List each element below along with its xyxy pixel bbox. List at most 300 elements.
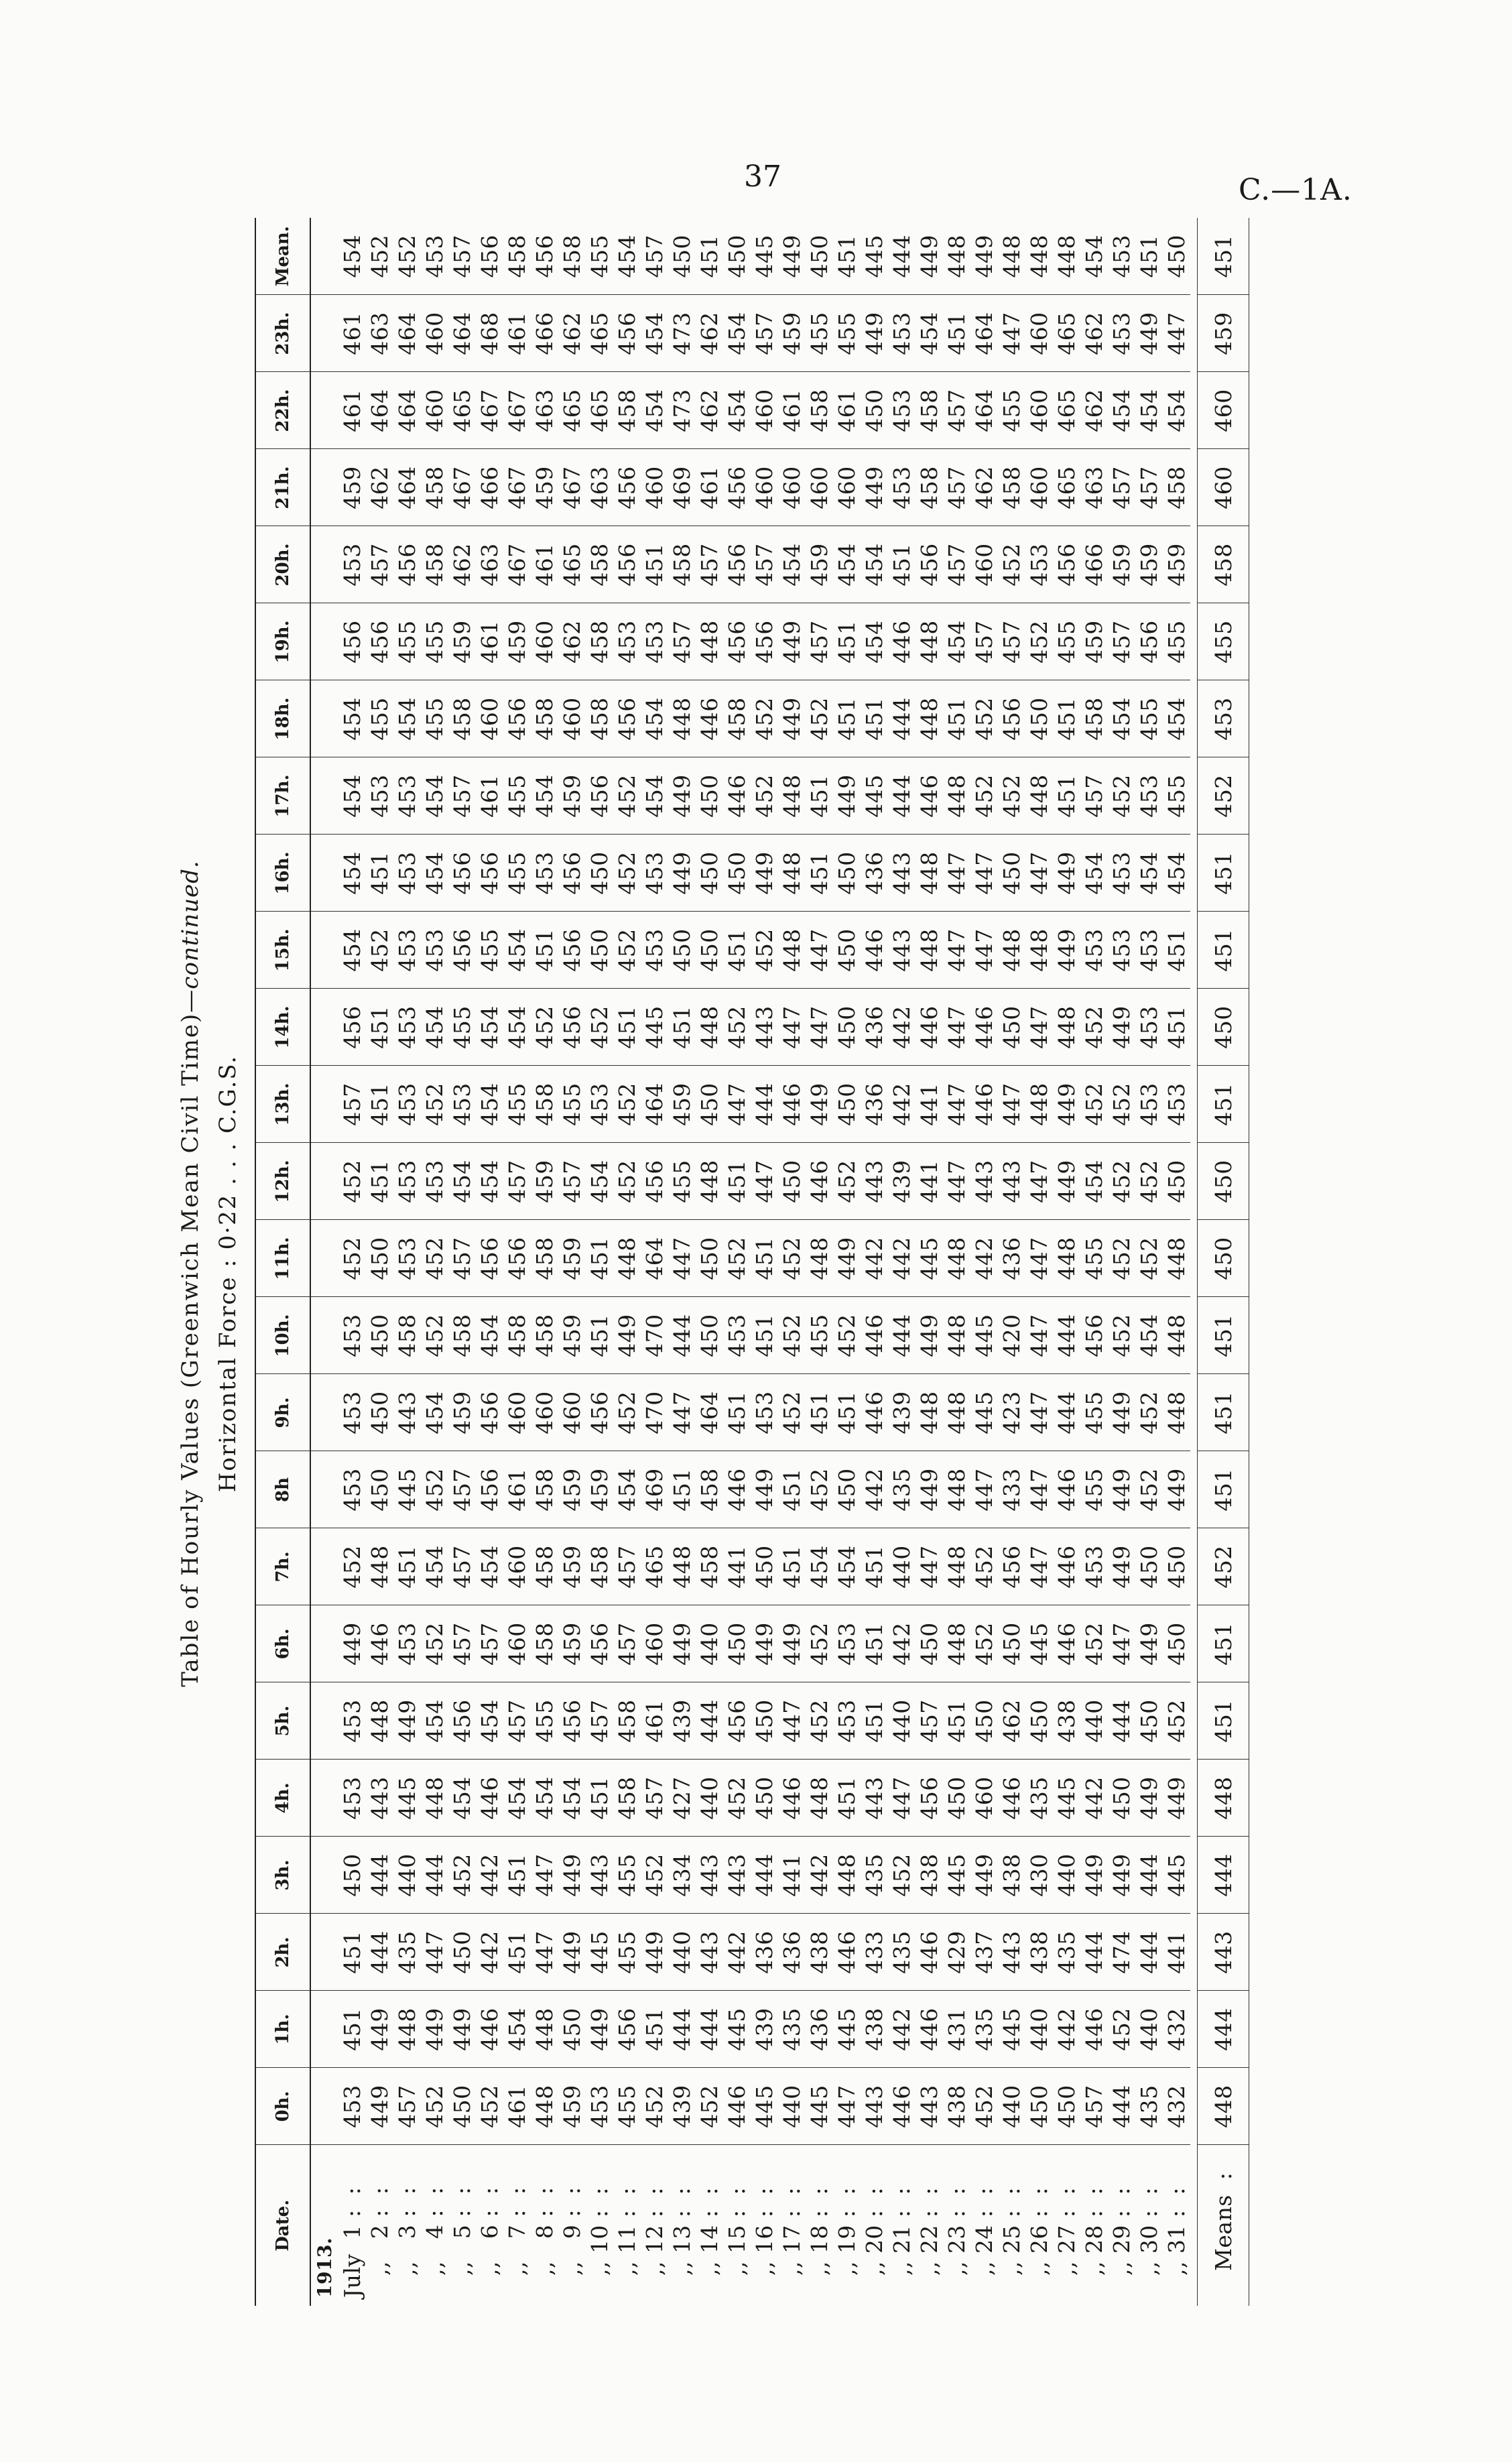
table-cell: 454 [477, 1314, 503, 1357]
table-cell: 454 [449, 1160, 475, 1203]
table-cell: 448 [1054, 1237, 1080, 1280]
table-cell: 453 [889, 389, 915, 432]
table-cell: 439 [889, 1391, 915, 1434]
table-cell: 438 [999, 1853, 1025, 1897]
table-cell: 454 [449, 1776, 475, 1820]
table-cell: 461 [477, 774, 503, 818]
table-cell: 450 [999, 851, 1025, 895]
date-label: ,, 3 : : [394, 2187, 420, 2298]
table-cell: 451 [641, 543, 668, 587]
table-cell: 450 [724, 1622, 750, 1666]
table-cell: 451 [696, 235, 722, 278]
table-cell: 462 [559, 620, 585, 664]
table-cell: 440 [1136, 2008, 1162, 2051]
table-cell: 452 [422, 1237, 448, 1280]
table-cell: 454 [916, 312, 942, 355]
table-cell: 454 [531, 1776, 558, 1820]
table-cell: 438 [1026, 1930, 1052, 1974]
table-cell: 444 [669, 1314, 695, 1357]
table-cell: 459 [559, 1237, 585, 1280]
table-cell: 452 [1136, 1468, 1162, 1512]
table-cell: 455 [806, 1314, 832, 1357]
table-cell: 448 [916, 620, 942, 664]
table-cell: 446 [971, 1005, 997, 1049]
table-cell: 442 [1054, 2008, 1080, 2051]
table-cell: 461 [779, 389, 805, 432]
table-cell: 460 [422, 312, 448, 355]
table-cell: 443 [696, 1853, 722, 1897]
table-cell: 461 [834, 389, 860, 432]
date-label: ,, 27 : : [1054, 2187, 1080, 2298]
table-cell: 456 [477, 1468, 503, 1512]
table-cell: 447 [944, 1083, 970, 1126]
table-cell: 459 [669, 1083, 695, 1126]
hour-column-values [310, 1760, 1190, 1837]
table-cell: 445 [861, 235, 887, 278]
table-cell: 447 [1026, 1314, 1052, 1357]
table-cell: 458 [586, 620, 613, 664]
table-cell: 447 [751, 1160, 777, 1203]
table-cell: 446 [806, 1160, 832, 1203]
table-cell: 446 [971, 1083, 997, 1126]
table-cell: 458 [696, 1545, 722, 1589]
table-cell: 436 [861, 851, 887, 895]
table-cell: 446 [889, 620, 915, 664]
table-cell: 451 [834, 1391, 860, 1434]
table-cell: 452 [614, 1083, 640, 1126]
table-cell: 452 [339, 1160, 365, 1203]
table-cell: 464 [696, 1391, 722, 1434]
table-cell: 450 [724, 851, 750, 895]
table-cell: 458 [531, 1468, 558, 1512]
table-cell: 446 [889, 2085, 915, 2128]
hour-column-header: Mean. [255, 218, 310, 295]
table-cell: 457 [1109, 466, 1135, 509]
mean-cell: 451 [1198, 1682, 1249, 1760]
table-cell: 453 [394, 1160, 420, 1203]
table-cell: 449 [916, 1468, 942, 1512]
table-cell: 448 [944, 1622, 970, 1666]
mean-cell: 450 [1198, 1220, 1249, 1297]
table-cell: 455 [504, 774, 530, 818]
table-cell: 444 [1136, 1853, 1162, 1897]
table-cell: 446 [724, 774, 750, 818]
table-cell: 454 [477, 1083, 503, 1126]
table-cell: 458 [531, 1314, 558, 1357]
table-cell: 457 [1136, 466, 1162, 509]
rotated-table-block [177, 208, 1316, 2339]
table-cell: 435 [861, 1853, 887, 1897]
table-cell: 457 [669, 620, 695, 664]
table-cell: 459 [449, 1391, 475, 1434]
table-cell: 454 [339, 697, 365, 741]
table-cell: 449 [1109, 1005, 1135, 1049]
table-cell: 445 [394, 1776, 420, 1820]
table-cell: 457 [916, 1699, 942, 1743]
hour-column-header: 17h. [255, 757, 310, 835]
table-cell: 455 [1081, 1468, 1107, 1512]
table-cell: 442 [806, 1853, 832, 1897]
hour-column-header: 12h. [255, 1143, 310, 1220]
table-cell: 456 [751, 620, 777, 664]
table-cell: 448 [944, 1314, 970, 1357]
table-cell: 455 [1054, 620, 1080, 664]
table-cell: 443 [367, 1776, 393, 1820]
table-cell: 444 [751, 1083, 777, 1126]
table-cell: 448 [531, 2008, 558, 2051]
table-cell: 448 [394, 2008, 420, 2051]
table-cell: 452 [422, 1622, 448, 1666]
table-cell: 449 [1109, 1853, 1135, 1897]
date-label: ,, 7 : : [504, 2187, 530, 2298]
table-cell: 452 [971, 697, 997, 741]
table-cell: 451 [339, 1930, 365, 1974]
table-cell: 449 [861, 312, 887, 355]
table-cell: 441 [779, 1853, 805, 1897]
table-cell: 448 [944, 774, 970, 818]
table-cell: 449 [834, 774, 860, 818]
date-label: ,, 19 : : [834, 2187, 860, 2298]
mean-cell: 455 [1198, 603, 1249, 680]
table-cell: 440 [1026, 2008, 1052, 2051]
table-cell: 460 [779, 466, 805, 509]
table-cell: 460 [504, 1391, 530, 1434]
table-cell: 449 [614, 1314, 640, 1357]
year-label: 1913. [314, 2237, 336, 2298]
table-cell: 453 [1026, 543, 1052, 587]
table-cell: 448 [614, 1237, 640, 1280]
table-cell: 453 [367, 774, 393, 818]
means-label: Means : [1198, 2145, 1249, 2306]
table-cell: 456 [586, 1391, 613, 1434]
table-cell: 446 [779, 1083, 805, 1126]
table-cell: 448 [944, 235, 970, 278]
table-cell: 458 [586, 543, 613, 587]
table-cell: 442 [889, 1622, 915, 1666]
table-cell: 456 [916, 543, 942, 587]
table-cell: 448 [944, 1545, 970, 1589]
table-cell: 454 [504, 1776, 530, 1820]
table-cell: 446 [1054, 1468, 1080, 1512]
table-cell: 457 [504, 1699, 530, 1743]
table-cell: 442 [861, 1468, 887, 1512]
table-cell: 448 [806, 1776, 832, 1820]
table-cell: 454 [422, 1699, 448, 1743]
mean-cell: 450 [1198, 989, 1249, 1066]
table-cell: 456 [724, 620, 750, 664]
table-cell: 444 [1081, 1930, 1107, 1974]
hour-column-header: 23h. [255, 295, 310, 372]
table-cell: 459 [559, 1314, 585, 1357]
table-cell: 450 [1054, 2085, 1080, 2128]
table-cell: 456 [614, 543, 640, 587]
table-cell: 443 [889, 928, 915, 972]
table-cell: 454 [1136, 389, 1162, 432]
table-cell: 449 [559, 1853, 585, 1897]
date-label: ,, 2 : : [367, 2187, 393, 2298]
table-cell: 455 [504, 1083, 530, 1126]
mean-cell: 444 [1198, 1837, 1249, 1914]
table-cell: 450 [696, 851, 722, 895]
hour-column-values [310, 912, 1190, 989]
table-cell: 465 [1054, 389, 1080, 432]
date-label: ,, 26 : : [1026, 2187, 1052, 2298]
table-cell: 454 [944, 620, 970, 664]
table-cell: 457 [559, 1160, 585, 1203]
table-cell: 444 [1054, 1314, 1080, 1357]
table-cell: 436 [999, 1237, 1025, 1280]
table-cell: 449 [806, 1083, 832, 1126]
table-cell: 449 [751, 1622, 777, 1666]
table-cell: 463 [367, 312, 393, 355]
table-cell: 452 [394, 235, 420, 278]
table-cell: 457 [504, 1160, 530, 1203]
table-cell: 457 [477, 1622, 503, 1666]
table-cell: 458 [531, 1237, 558, 1280]
table-cell: 458 [504, 235, 530, 278]
mean-cell: 451 [1198, 1605, 1249, 1682]
table-cell: 450 [751, 1699, 777, 1743]
date-label: ,, 21 : : [889, 2187, 915, 2298]
table-cell: 436 [751, 1930, 777, 1974]
table-cell: 436 [806, 2008, 832, 2051]
table-cell: 457 [944, 389, 970, 432]
table-cell: 453 [339, 2085, 365, 2128]
table-cell: 442 [861, 1237, 887, 1280]
table-cell: 456 [1081, 1314, 1107, 1357]
table-cell: 452 [422, 1083, 448, 1126]
table-cell: 441 [1163, 1930, 1190, 1974]
hour-column-header: 2h. [255, 1914, 310, 1991]
table-cell: 455 [559, 1083, 585, 1126]
table-cell: 431 [944, 2008, 970, 2051]
table-cell: 448 [669, 1545, 695, 1589]
mean-cell: 451 [1198, 1066, 1249, 1143]
date-label: ,, 20 : : [861, 2187, 887, 2298]
table-cell: 444 [1109, 1699, 1135, 1743]
hour-column-header: 5h. [255, 1682, 310, 1760]
table-cell: 460 [504, 1622, 530, 1666]
hour-column-header: 8h [255, 1451, 310, 1528]
table-cell: 462 [559, 312, 585, 355]
table-cell: 450 [1109, 1776, 1135, 1820]
table-cell: 448 [1026, 774, 1052, 818]
table-cell: 452 [1109, 2008, 1135, 2051]
table-cell: 457 [944, 543, 970, 587]
table-cell: 457 [449, 1237, 475, 1280]
table-cell: 448 [422, 1776, 448, 1820]
table-cell: 420 [999, 1314, 1025, 1357]
table-cell: 452 [339, 1237, 365, 1280]
table-cell: 449 [1081, 1853, 1107, 1897]
table-cell: 452 [367, 235, 393, 278]
table-cell: 446 [1054, 1622, 1080, 1666]
table-cell: 464 [971, 312, 997, 355]
table-cell: 435 [1026, 1776, 1052, 1820]
table-cell: 452 [806, 1622, 832, 1666]
table-cell: 469 [641, 1468, 668, 1512]
table-cell: 443 [916, 2085, 942, 2128]
table-cell: 460 [641, 466, 668, 509]
table-cell: 458 [586, 697, 613, 741]
table-cell: 447 [806, 928, 832, 972]
table-cell: 449 [641, 1930, 668, 1974]
table-cell: 456 [641, 1160, 668, 1203]
table-cell: 456 [559, 928, 585, 972]
table-cell: 451 [724, 1391, 750, 1434]
table-cell: 468 [477, 312, 503, 355]
table-cell: 442 [889, 2008, 915, 2051]
hour-column-values [310, 1991, 1190, 2068]
table-cell: 464 [367, 389, 393, 432]
table-cell: 453 [339, 543, 365, 587]
table-cell: 449 [779, 1622, 805, 1666]
table-cell: 453 [394, 1083, 420, 1126]
table-cell: 435 [889, 1930, 915, 1974]
date-label: July 1 : : [339, 2187, 365, 2298]
table-cell: 453 [339, 1776, 365, 1820]
table-cell: 450 [1163, 1160, 1190, 1203]
hour-column-header: 7h. [255, 1528, 310, 1605]
table-cell: 452 [449, 1853, 475, 1897]
table-cell: 449 [779, 235, 805, 278]
date-label: ,, 30 : : [1136, 2187, 1162, 2298]
table-cell: 448 [916, 928, 942, 972]
table-cell: 460 [971, 1776, 997, 1820]
table-cell: 453 [339, 1314, 365, 1357]
table-cell: 456 [724, 543, 750, 587]
mean-cell: 459 [1198, 295, 1249, 372]
table-cell: 449 [669, 851, 695, 895]
date-label: ,, 17 : : [779, 2187, 805, 2298]
table-cell: 450 [751, 1545, 777, 1589]
table-cell: 449 [971, 235, 997, 278]
table-cell: 445 [999, 2008, 1025, 2051]
table-cell: 439 [751, 2008, 777, 2051]
table-cell: 454 [339, 774, 365, 818]
hour-column-values [310, 1066, 1190, 1143]
table-cell: 453 [531, 851, 558, 895]
table-cell: 455 [1081, 1391, 1107, 1434]
table-cell: 457 [806, 620, 832, 664]
table-cell: 452 [724, 1237, 750, 1280]
table-cell: 452 [641, 2085, 668, 2128]
table-cell: 452 [339, 1545, 365, 1589]
table-cell: 446 [477, 2008, 503, 2051]
table-cell: 448 [1163, 1314, 1190, 1357]
table-cell: 447 [971, 1468, 997, 1512]
table-cell: 448 [367, 1699, 393, 1743]
table-cell: 453 [586, 1083, 613, 1126]
table-cell: 452 [999, 543, 1025, 587]
table-cell: 459 [559, 1468, 585, 1512]
table-cell: 460 [971, 543, 997, 587]
table-cell: 474 [1109, 1930, 1135, 1974]
table-cell: 449 [422, 2008, 448, 2051]
table-cell: 454 [1136, 851, 1162, 895]
hour-column-values [310, 603, 1190, 680]
table-cell: 456 [614, 697, 640, 741]
table-cell: 456 [339, 620, 365, 664]
table-cell: 452 [422, 1468, 448, 1512]
table-cell: 453 [834, 1622, 860, 1666]
table-cell: 444 [367, 1853, 393, 1897]
table-cell: 450 [696, 1237, 722, 1280]
table-cell: 448 [1026, 928, 1052, 972]
date-label: ,, 15 : : [724, 2187, 750, 2298]
table-cell: 440 [889, 1699, 915, 1743]
table-cell: 459 [1081, 620, 1107, 664]
table-cell: 451 [1136, 235, 1162, 278]
table-cell: 445 [971, 1391, 997, 1434]
table-cell: 465 [586, 389, 613, 432]
table-cell: 460 [422, 389, 448, 432]
table-cell: 467 [559, 466, 585, 509]
table-cell: 449 [394, 1699, 420, 1743]
table-cell: 455 [1163, 620, 1190, 664]
table-cell: 444 [889, 235, 915, 278]
table-cell: 454 [477, 1005, 503, 1049]
table-cell: 448 [1026, 235, 1052, 278]
table-cell: 452 [806, 1699, 832, 1743]
table-cell: 450 [834, 1083, 860, 1126]
table-cell: 452 [1163, 1699, 1190, 1743]
table-cell: 444 [367, 1930, 393, 1974]
date-label: ,, 8 : : [531, 2187, 558, 2298]
date-label: ,, 11 : : [614, 2187, 640, 2298]
table-cell: 457 [614, 1545, 640, 1589]
table-cell: 448 [944, 1468, 970, 1512]
table-cell: 440 [1054, 1853, 1080, 1897]
table-cell: 452 [477, 2085, 503, 2128]
mean-cell: 443 [1198, 1914, 1249, 1991]
table-cell: 446 [999, 1776, 1025, 1820]
table-cell: 448 [696, 1005, 722, 1049]
table-cell: 454 [641, 312, 668, 355]
table-cell: 463 [477, 543, 503, 587]
table-cell: 452 [1081, 1622, 1107, 1666]
table-cell: 438 [1054, 1699, 1080, 1743]
table-cell: 452 [1081, 1083, 1107, 1126]
table-cell: 456 [504, 697, 530, 741]
table-cell: 440 [889, 1545, 915, 1589]
table-cell: 452 [971, 1622, 997, 1666]
table-cell: 450 [696, 928, 722, 972]
table-cell: 454 [834, 1545, 860, 1589]
table-cell: 440 [394, 1853, 420, 1897]
table-cell: 445 [944, 1853, 970, 1897]
table-cell: 430 [1026, 1853, 1052, 1897]
table-cell: 447 [1026, 1545, 1052, 1589]
table-cell: 453 [641, 620, 668, 664]
table-cell: 446 [916, 774, 942, 818]
table-cell: 459 [559, 1545, 585, 1589]
table-cell: 447 [944, 1005, 970, 1049]
table-cell: 456 [559, 1699, 585, 1743]
table-cell: 453 [641, 928, 668, 972]
table-cell: 449 [1109, 1468, 1135, 1512]
table-cell: 456 [916, 1776, 942, 1820]
hour-column-values [310, 295, 1190, 372]
table-cell: 451 [614, 1005, 640, 1049]
table-cell: 457 [449, 1468, 475, 1512]
table-cell: 466 [531, 312, 558, 355]
table-cell: 455 [669, 1160, 695, 1203]
table-cell: 455 [422, 620, 448, 664]
table-cell: 450 [751, 1776, 777, 1820]
table-cell: 445 [641, 1005, 668, 1049]
table-cell: 465 [641, 1545, 668, 1589]
